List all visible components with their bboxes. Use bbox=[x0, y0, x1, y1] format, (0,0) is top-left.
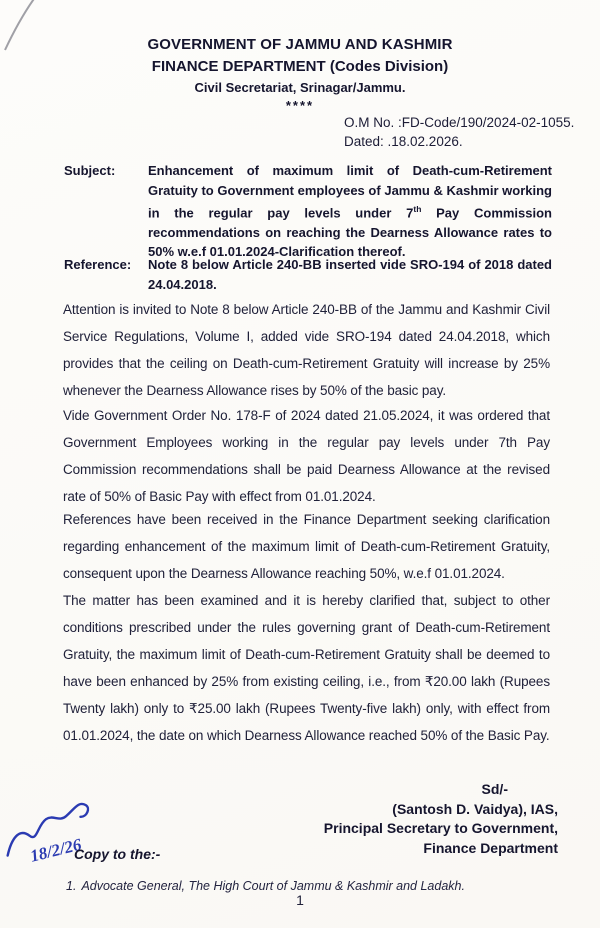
body-paragraph-1: Attention is invited to Note 8 below Article 240-BB of the Jammu and Kashmir Civil Service Regulations, Volume I, added vide SRO-194 dated 24.04.2018, which provides that the ceiling on Death-cum-Retirement Gratuity will increase by 25% whenever the Dearness Allowance rises by 50% of the basic pay. bbox=[63, 302, 550, 398]
reference-text: Note 8 below Article 240-BB inserted vide SRO-194 of 2018 dated 24.04.2018. bbox=[148, 257, 552, 292]
signature-sd: Sd/- bbox=[481, 781, 508, 797]
reference-row bbox=[64, 255, 552, 294]
subject-label: Subject: bbox=[64, 163, 116, 178]
signatory-department: Finance Department bbox=[423, 839, 558, 856]
subject-text bbox=[148, 161, 552, 262]
header-department-line: FINANCE DEPARTMENT (Codes Division) bbox=[151, 58, 449, 75]
copy-list-item bbox=[66, 879, 465, 893]
signature-block bbox=[324, 780, 558, 858]
subject-ordinal-superscript: th bbox=[413, 204, 422, 214]
signatory-title: Principal Secretary to Government, bbox=[323, 820, 558, 836]
header-secretariat-line: Civil Secretariat, Srinagar/Jammu. bbox=[194, 80, 406, 95]
page-number: 1 bbox=[296, 892, 304, 908]
copy-item-text: Advocate General, The High Court of Jammu & Kashmir and Ladakh. bbox=[81, 879, 465, 893]
body-paragraph-2: Vide Government Order No. 178-F of 2024 dated 21.05.2024, it was ordered that Government Employees working in the regular pay levels under 7th Pay Commission recommendations shall be paid Dearness Allowance at the revised rate of 50% of Basic Pay with effect from 01.01.2024. bbox=[63, 408, 550, 504]
body-paragraph-3: References have been received in the Finance Department seeking clarification regarding enhancement of the maximum limit of Death-cum-Retirement Gratuity, consequent upon the Dearness Allowance reaching 50%, w.e.f 01.01.2024. bbox=[63, 512, 550, 581]
header-separator-stars: **** bbox=[285, 98, 315, 113]
body-paragraph-4: The matter has been examined and it is hereby clarified that, subject to other conditions prescribed under the rules governing grant of Death-cum-Retirement Gratuity, the maximum limit of Death-cum-Retirement Gratuity shall be deemed to have been enhanced by 25% from existing ceiling, i.e., from ₹20.00 lakh (Rupees Twenty lakh) only to ₹25.00 lakh (Rupees Twenty-five lakh) only, with effect from 01.01.2024, the date on which Dearness Allowance reached 50% of the Basic Pay. bbox=[63, 593, 550, 743]
copy-item-number: 1. bbox=[66, 879, 77, 893]
subject-text-part2: Pay Commission recommendations on reaching the Dearness Allowance rates to 50% w.e.f 01.01.2024-Clarification thereof. bbox=[148, 205, 552, 260]
om-number-block bbox=[344, 113, 574, 151]
document-header bbox=[0, 34, 600, 114]
om-date: Dated: .18.02.2026. bbox=[344, 134, 463, 149]
subject-row bbox=[64, 161, 552, 262]
subject-text-part1: Enhancement of maximum limit of Death-cum-Retirement Gratuity to Government employees of Jammu & Kashmir working in the regular pay levels under 7 bbox=[148, 163, 552, 221]
reference-label: Reference: bbox=[64, 257, 132, 272]
copy-to-label: Copy to the:- bbox=[74, 846, 161, 862]
header-government-line: GOVERNMENT OF JAMMU AND KASHMIR bbox=[147, 36, 453, 53]
om-number: O.M No. :FD-Code/190/2024-02-1055. bbox=[344, 115, 575, 130]
handwritten-date: 18/2/26 bbox=[28, 834, 84, 866]
handwritten-signature bbox=[2, 796, 132, 888]
signatory-name: (Santosh D. Vaidya), IAS, bbox=[392, 800, 558, 817]
